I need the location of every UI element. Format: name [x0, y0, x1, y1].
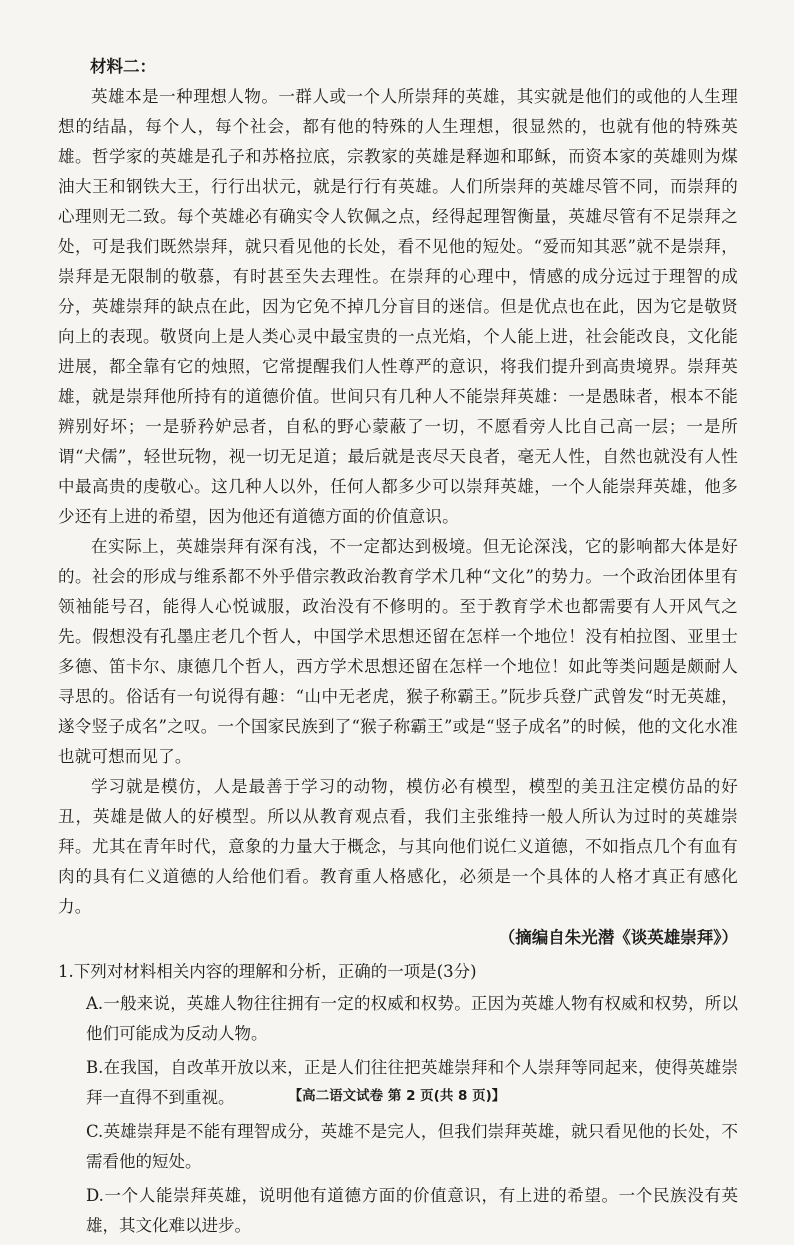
material-source: （摘编自朱光潜《谈英雄崇拜》）	[498, 928, 738, 947]
page-footer: 【高二语文试卷 第 2 页(共 8 页)】	[288, 1088, 506, 1104]
option-c[interactable]: C.英雄崇拜是不能有理智成分，英雄不是完人，但我们崇拜英雄，就只看见他的长处，不需看他的短处。	[86, 1122, 738, 1171]
page-content	[58, 52, 738, 1245]
material-paragraph-2: 在实际上，英雄崇拜有深有浅，不一定都达到极境。但无论深浅，它的影响都大体是好的。社会的形成与维系都不外乎借宗教政治教育学术几种“文化”的势力。一个政治团体里有领袖能号召，能得人心悦诚服，政治没有不修明的。至于教育学术也都需要有人开风气之先。假想没有孔墨庄老几个哲人，中国学术思想还留在怎样一个地位！没有柏拉图、亚里士多德、笛卡尔、康德几个哲人，西方学术思想还留在怎样一个地位！如此等类问题是颇耐人寻思的。俗话有一句说得有趣：“山中无老虎，猴子称霸王。”阮步兵登广武曾发“时无英雄，遂令竖子成名”之叹。一个国家民族到了“猴子称霸王”或是“竖子成名”的时候，他的文化水准也就可想而见了。	[58, 537, 738, 766]
question-stem: 1.下列对材料相关内容的理解和分析，正确的一项是(3分)	[58, 962, 477, 981]
option-a[interactable]: A.一般来说，英雄人物往往拥有一定的权威和权势。正因为英雄人物有权威和权势，所以他们可能成为反动人物。	[86, 994, 738, 1043]
option-b[interactable]: B.在我国，自改革开放以来，正是人们往往把英雄崇拜和个人崇拜等同起来，使得英雄崇拜一直得不到重视。	[86, 1058, 738, 1107]
material-paragraph-3: 学习就是模仿，人是最善于学习的动物，模仿必有模型，模型的美丑注定模仿品的好丑，英雄是做人的好模型。所以从教育观点看，我们主张维持一般人所认为过时的英雄崇拜。尤其在青年时代，意象的力量大于概念，与其向他们说仁义道德，不如指点几个有血有肉的具有仁义道德的人给他们看。教育重人格感化，必须是一个具体的人格才真正有感化力。	[58, 777, 738, 916]
option-d[interactable]: D.一个人能崇拜英雄，说明他有道德方面的价值意识，有上进的希望。一个民族没有英雄，其文化难以进步。	[86, 1186, 738, 1235]
material-paragraph-1: 英雄本是一种理想人物。一群人或一个人所崇拜的英雄，其实就是他们的或他的人生理想的结晶，每个人，每个社会，都有他的特殊的人生理想，很显然的，也就有他的特殊英雄。哲学家的英雄是孔子和苏格拉底，宗教家的英雄是释迦和耶稣，而资本家的英雄则为煤油大王和钢铁大王，行行出状元，就是行行有英雄。人们所崇拜的英雄尽管不同，而崇拜的心理则无二致。每个英雄必有确实令人钦佩之点，经得起理智衡量，英雄尽管有不足崇拜之处，可是我们既然崇拜，就只看见他的长处，看不见他的短处。“爱而知其恶”就不是崇拜，崇拜是无限制的敬慕，有时甚至失去理性。在崇拜的心理中，情感的成分远过于理智的成分，英雄崇拜的缺点在此，因为它免不掉几分盲目的迷信。但是优点也在此，因为它是敬贤向上的表现。敬贤向上是人类心灵中最宝贵的一点光焰，个人能上进，社会能改良，文化能进展，都全靠有它的烛照，它常提醒我们人性尊严的意识，将我们提升到高贵境界。崇拜英雄，就是崇拜他所持有的道德价值。世间只有几种人不能崇拜英雄：一是愚昧者，根本不能辨别好坏；一是骄矜妒忌者，自私的野心蒙蔽了一切，不愿看旁人比自己高一层；一是所谓“犬儒”，轻世玩物，视一切无足道；最后就是丧尽天良者，毫无人性，自然也就没有人性中最高贵的虔敬心。这几种人以外，任何人都多少可以崇拜英雄，一个人能崇拜英雄，他多少还有上进的希望，因为他还有道德方面的价值意识。	[58, 87, 738, 526]
material-heading: 材料二：	[90, 57, 156, 76]
